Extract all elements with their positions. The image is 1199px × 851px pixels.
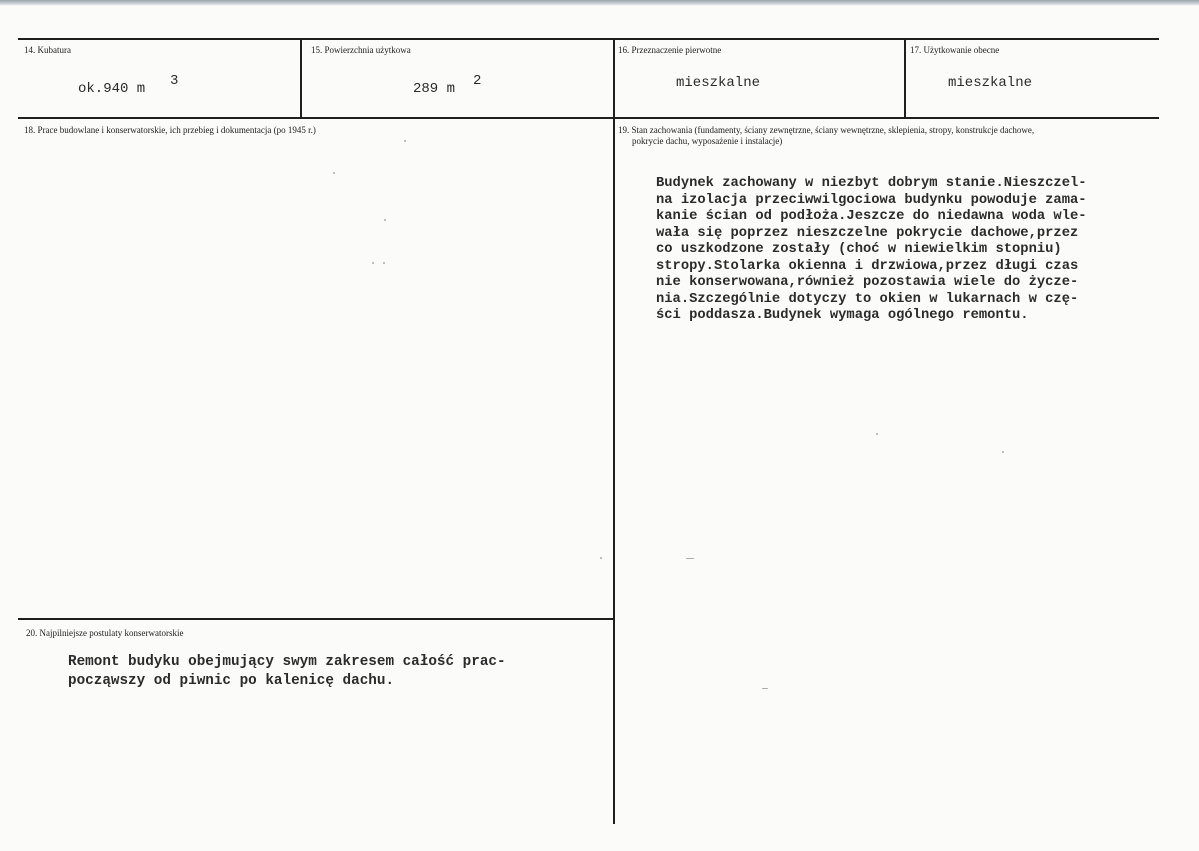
- text-line: począwszy od piwnic po kalenicę dachu.: [68, 673, 395, 689]
- scan-speck: [686, 558, 694, 559]
- przeznaczenie-label: 16. Przeznaczenie pierwotne: [618, 45, 722, 55]
- powierzchnia-label: 15. Powierzchnia użytkowa: [311, 45, 411, 55]
- scan-top-edge: [0, 0, 1199, 6]
- postulaty-label: 20. Najpilniejsze postulaty konserwatorskie: [26, 628, 184, 638]
- stan-zachowania-label-line2: pokrycie dachu, wyposażenie i instalacje): [632, 136, 783, 146]
- form-row1-rule: [18, 117, 1159, 119]
- text-line: nie konserwowana,również pozostawia wiele do życze-: [656, 275, 1079, 290]
- uzytkowanie-label: 17. Użytkowanie obecne: [910, 45, 1000, 55]
- scan-speck: [384, 219, 386, 221]
- divider-16-17: [904, 38, 906, 118]
- text-line: wała się poprzez nieszczelne pokrycie dachowe,przez: [656, 225, 1079, 241]
- text-line: co uszkodzone zostały (choć w niewielkim stopniu): [656, 242, 1062, 257]
- scan-speck: [876, 433, 878, 435]
- kubatura-value: ok.940 m: [78, 81, 146, 97]
- text-line: nia.Szczególnie dotyczy to okien w lukarnach w czę-: [656, 291, 1079, 307]
- stan-zachowania-text: [656, 176, 1087, 325]
- scan-speck: [600, 557, 602, 559]
- text-line: Budynek zachowany w niezbyt dobrym stanie.Nieszczel-: [656, 176, 1087, 191]
- form-center-divider: [613, 38, 615, 824]
- stan-zachowania-label-line1: 19. Stan zachowania (fundamenty, ściany zewnętrzne, ściany wewnętrzne, sklepienia, stropy, konstrukcje dachowe,: [618, 125, 1035, 135]
- scan-speck: [1002, 451, 1004, 453]
- scan-speck: [372, 262, 374, 264]
- postulaty-text: [68, 653, 506, 691]
- scan-speck: [404, 140, 406, 142]
- divider-14-15: [300, 38, 302, 118]
- prace-budowlane-label: 18. Prace budowlane i konserwatorskie, ich przebieg i dokumentacja (po 1945 r.): [24, 125, 316, 135]
- powierzchnia-unit-exponent: 2: [473, 73, 482, 89]
- form-top-rule: [18, 38, 1159, 40]
- text-line: Remont budyku obejmujący swym zakresem całość prac-: [68, 654, 506, 670]
- text-line: na izolacja przeciwwilgociowa budynku powoduje zama-: [656, 192, 1087, 208]
- scan-speck: [383, 262, 385, 264]
- przeznaczenie-value: mieszkalne: [676, 75, 761, 91]
- powierzchnia-value: 289 m: [413, 81, 456, 97]
- text-line: stropy.Stolarka okienna i drzwiowa,przez długi czas: [656, 258, 1079, 274]
- kubatura-label: 14. Kubatura: [24, 45, 71, 55]
- uzytkowanie-value: mieszkalne: [948, 75, 1033, 91]
- text-line: kanie ścian od podłoża.Jeszcze do niedawna woda wle-: [656, 209, 1087, 224]
- scan-speck: [762, 688, 768, 689]
- section-20-top-rule: [18, 618, 614, 620]
- text-line: ści poddasza.Budynek wymaga ogólnego remontu.: [656, 308, 1029, 323]
- kubatura-unit-exponent: 3: [170, 73, 179, 89]
- scan-speck: [333, 172, 335, 174]
